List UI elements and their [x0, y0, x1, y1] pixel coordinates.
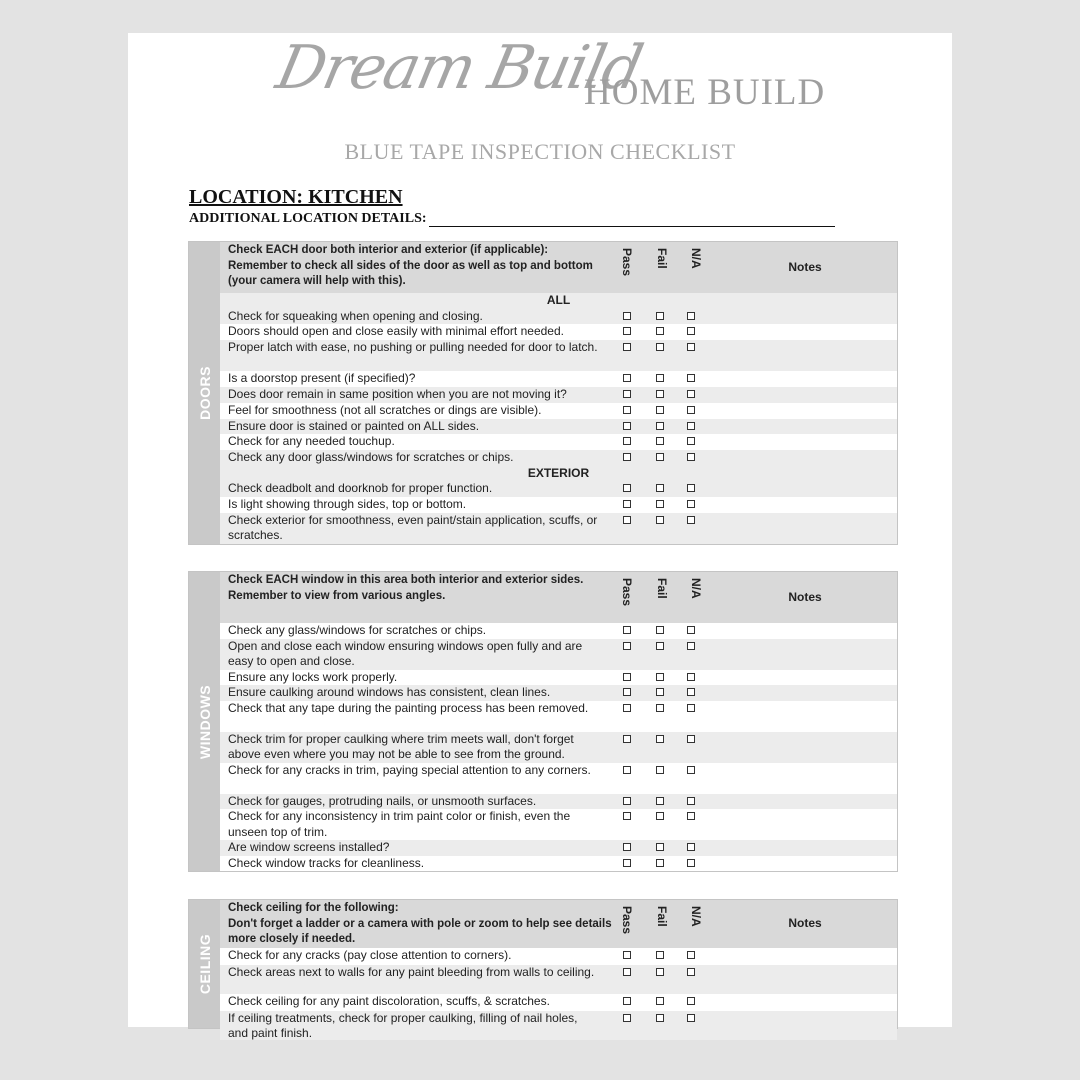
checklist-row: [220, 809, 897, 840]
na-checkbox[interactable]: [687, 500, 695, 508]
fail-checkbox[interactable]: [656, 843, 664, 851]
fail-checkbox[interactable]: [656, 797, 664, 805]
na-checkbox[interactable]: [687, 516, 695, 524]
checklist-row: [220, 324, 897, 340]
na-checkbox[interactable]: [687, 688, 695, 696]
section-sidebar: [189, 242, 220, 544]
checklist-item-text: Check window tracks for cleanliness.: [228, 855, 425, 870]
fail-checkbox[interactable]: [656, 704, 664, 712]
checklist-row: [220, 434, 897, 450]
fail-checkbox[interactable]: [656, 500, 664, 508]
pass-checkbox[interactable]: [623, 422, 631, 430]
checklist-item-text: Is light showing through sides, top or bottom.: [228, 496, 467, 511]
subsection-text: EXTERIOR: [527, 465, 590, 480]
checklist-row: [220, 639, 897, 670]
checklist-item-text: Check trim for proper caulking where trim meets wall, don't forget above even where you may not be able to see from the ground.: [228, 731, 574, 761]
checklist-row: [220, 685, 897, 701]
column-fail-label: Fail: [655, 248, 669, 269]
checklist-item-text: Are window screens installed?: [228, 840, 390, 854]
checklist-item-text: Doors should open and close easily with minimal effort needed.: [228, 324, 564, 339]
na-checkbox[interactable]: [687, 327, 695, 335]
checklist-row: [220, 340, 897, 371]
section-header: [220, 572, 897, 623]
checklist-row: [220, 670, 897, 686]
section-sidebar: [189, 900, 220, 1028]
na-checkbox[interactable]: [687, 422, 695, 430]
fail-checkbox[interactable]: [656, 374, 664, 382]
checklist-item-text: Ensure caulking around windows has consistent, clean lines.: [228, 685, 551, 699]
checklist-page: [128, 33, 952, 1040]
pass-checkbox[interactable]: [623, 843, 631, 851]
na-checkbox[interactable]: [687, 735, 695, 743]
na-checkbox[interactable]: [687, 673, 695, 681]
fail-checkbox[interactable]: [656, 673, 664, 681]
checklist-row: [220, 623, 897, 639]
fail-checkbox[interactable]: [656, 951, 664, 959]
pass-checkbox[interactable]: [623, 673, 631, 681]
pass-checkbox[interactable]: [623, 390, 631, 398]
checklist-item-text: Check any door glass/windows for scratches or chips.: [228, 449, 514, 464]
na-checkbox[interactable]: [687, 1014, 695, 1022]
fail-checkbox[interactable]: [656, 642, 664, 650]
pass-checkbox[interactable]: [623, 343, 631, 351]
pass-checkbox[interactable]: [623, 704, 631, 712]
checklist-row: [220, 965, 897, 995]
fail-checkbox[interactable]: [656, 997, 664, 1005]
section-header: [220, 242, 897, 293]
additional-details-label: ADDITIONAL LOCATION DETAILS:: [189, 211, 427, 226]
column-na-label: N/A: [689, 578, 703, 599]
page-header: [128, 33, 952, 183]
details-blank-line: [429, 213, 835, 227]
fail-checkbox[interactable]: [656, 437, 664, 445]
brand-logo: Dream Build: [270, 33, 648, 103]
checklist-item-text: Does door remain in same position when you are not moving it?: [228, 387, 567, 402]
checklist-row: [220, 948, 897, 965]
section-name: WINDOWS: [196, 684, 213, 759]
fail-checkbox[interactable]: [656, 859, 664, 867]
pass-checkbox[interactable]: [623, 1014, 631, 1022]
checklist-item-text: Ensure any locks work properly.: [228, 669, 398, 684]
checklist-item-text: Ensure door is stained or painted on ALL sides.: [228, 418, 480, 433]
na-checkbox[interactable]: [687, 484, 695, 492]
fail-checkbox[interactable]: [656, 516, 664, 524]
column-na-label: N/A: [689, 906, 703, 927]
section-instructions: Check EACH window in this area both interior and exterior sides. Remember to view from various angles.: [228, 574, 584, 602]
checklist-item-text: Check any glass/windows for scratches or chips.: [228, 623, 487, 637]
subsection-label: [220, 466, 897, 482]
checklist-row: [220, 701, 897, 732]
section-ceiling: [188, 899, 898, 1040]
pass-checkbox[interactable]: [623, 688, 631, 696]
additional-details-field: [189, 211, 835, 227]
checklist-row: [220, 763, 897, 794]
fail-checkbox[interactable]: [656, 766, 664, 774]
column-pass-label: Pass: [620, 248, 634, 277]
na-checkbox[interactable]: [687, 968, 695, 976]
checklist-row: [220, 309, 897, 325]
column-fail-label: Fail: [655, 906, 669, 927]
checklist-row: [220, 840, 897, 856]
pass-checkbox[interactable]: [623, 500, 631, 508]
section-instructions: Check EACH door both interior and exterior (if applicable): Remember to check all sides of the door as well as top and bottom (your camera will help with this).: [228, 244, 593, 287]
column-pass-label: Pass: [620, 906, 634, 935]
na-checkbox[interactable]: [687, 406, 695, 414]
checklist-row: [220, 403, 897, 419]
pass-checkbox[interactable]: [623, 859, 631, 867]
checklist-item-text: Check exterior for smoothness, even paint/stain application, scuffs, or scratches.: [228, 512, 598, 543]
document-subtitle: BLUE TAPE INSPECTION CHECKLIST: [344, 139, 736, 164]
na-checkbox[interactable]: [687, 453, 695, 461]
checklist-item-text: Check ceiling for any paint discoloration, scuffs, & scratches.: [228, 994, 550, 1008]
pass-checkbox[interactable]: [623, 374, 631, 382]
fail-checkbox[interactable]: [656, 812, 664, 820]
column-pass-label: Pass: [620, 578, 634, 607]
fail-checkbox[interactable]: [656, 422, 664, 430]
checklist-item-text: Check areas next to walls for any paint bleeding from walls to ceiling.: [228, 964, 595, 979]
checklist-item-text: Check for any needed touchup.: [228, 434, 395, 449]
fail-checkbox[interactable]: [656, 343, 664, 351]
fail-checkbox[interactable]: [656, 968, 664, 976]
na-checkbox[interactable]: [687, 797, 695, 805]
checklist-item-text: Feel for smoothness (not all scratches or dings are visible).: [228, 402, 542, 417]
pass-checkbox[interactable]: [623, 312, 631, 320]
checklist-item-text: Check for any inconsistency in trim paint color or finish, even the unseen top of trim.: [228, 809, 571, 839]
column-fail-label: Fail: [655, 578, 669, 599]
pass-checkbox[interactable]: [623, 735, 631, 743]
checklist-item-text: Is a doorstop present (if specified)?: [228, 371, 416, 386]
checklist-row: [220, 450, 897, 466]
pass-checkbox[interactable]: [623, 951, 631, 959]
fail-checkbox[interactable]: [656, 484, 664, 492]
checklist-row: [220, 419, 897, 435]
na-checkbox[interactable]: [687, 343, 695, 351]
checklist-item-text: If ceiling treatments, check for proper caulking, filling of nail holes, and paint finish.: [228, 1010, 578, 1040]
pass-checkbox[interactable]: [623, 484, 631, 492]
column-na-label: N/A: [689, 248, 703, 269]
column-notes-label: Notes: [788, 259, 822, 274]
fail-checkbox[interactable]: [656, 626, 664, 634]
checklist-item-text: Proper latch with ease, no pushing or pulling needed for door to latch.: [228, 340, 598, 355]
checklist-item-text: Check deadbolt and doorknob for proper function.: [228, 481, 493, 496]
section-sidebar: [189, 572, 220, 871]
subsection-text: ALL: [546, 293, 571, 307]
checklist-row: [220, 513, 897, 544]
section-windows: [188, 571, 898, 872]
checklist-item-text: Check for any cracks (pay close attention to corners).: [228, 948, 512, 962]
na-checkbox[interactable]: [687, 626, 695, 634]
na-checkbox[interactable]: [687, 997, 695, 1005]
na-checkbox[interactable]: [687, 812, 695, 820]
checklist-row: [220, 856, 897, 872]
na-checkbox[interactable]: [687, 766, 695, 774]
checklist-row: [220, 387, 897, 403]
section-doors: [188, 241, 898, 545]
checklist-row: [220, 1011, 897, 1041]
location-title: LOCATION: KITCHEN: [189, 186, 403, 208]
fail-checkbox[interactable]: [656, 453, 664, 461]
fail-checkbox[interactable]: [656, 1014, 664, 1022]
section-name: CEILING: [196, 933, 213, 995]
pass-checkbox[interactable]: [623, 437, 631, 445]
checklist-row: [220, 497, 897, 513]
subsection-label: [220, 293, 897, 309]
checklist-row: [220, 794, 897, 810]
checklist-row: [220, 732, 897, 763]
na-checkbox[interactable]: [687, 951, 695, 959]
checklist-item-text: Check for any cracks in trim, paying special attention to any corners.: [228, 762, 591, 777]
na-checkbox[interactable]: [687, 843, 695, 851]
na-checkbox[interactable]: [687, 374, 695, 382]
pass-checkbox[interactable]: [623, 766, 631, 774]
fail-checkbox[interactable]: [656, 327, 664, 335]
checklist-item-text: Check that any tape during the painting process has been removed.: [228, 700, 589, 715]
fail-checkbox[interactable]: [656, 312, 664, 320]
pass-checkbox[interactable]: [623, 968, 631, 976]
pass-checkbox[interactable]: [623, 642, 631, 650]
checklist-row: [220, 371, 897, 387]
checklist-row: [220, 481, 897, 497]
fail-checkbox[interactable]: [656, 406, 664, 414]
section-name: DOORS: [196, 366, 213, 421]
fail-checkbox[interactable]: [656, 390, 664, 398]
na-checkbox[interactable]: [687, 390, 695, 398]
na-checkbox[interactable]: [687, 437, 695, 445]
pass-checkbox[interactable]: [623, 797, 631, 805]
na-checkbox[interactable]: [687, 642, 695, 650]
na-checkbox[interactable]: [687, 312, 695, 320]
column-notes-label: Notes: [788, 589, 822, 604]
pass-checkbox[interactable]: [623, 327, 631, 335]
pass-checkbox[interactable]: [623, 812, 631, 820]
fail-checkbox[interactable]: [656, 688, 664, 696]
na-checkbox[interactable]: [687, 704, 695, 712]
checklist-item-text: Open and close each window ensuring windows open fully and are easy to open and close.: [228, 638, 583, 668]
section-instructions: Check ceiling for the following: Don't forget a ladder or a camera with pole or zoom to help see details more closely if needed.: [228, 902, 612, 945]
pass-checkbox[interactable]: [623, 516, 631, 524]
pass-checkbox[interactable]: [623, 406, 631, 414]
fail-checkbox[interactable]: [656, 735, 664, 743]
pass-checkbox[interactable]: [623, 997, 631, 1005]
brand-title: HOME BUILD: [584, 72, 826, 113]
checklist-item-text: Check for gauges, protruding nails, or unsmooth surfaces.: [228, 793, 537, 808]
pass-checkbox[interactable]: [623, 453, 631, 461]
checklist-item-text: Check for squeaking when opening and closing.: [228, 308, 483, 323]
pass-checkbox[interactable]: [623, 626, 631, 634]
section-header: [220, 900, 897, 948]
na-checkbox[interactable]: [687, 859, 695, 867]
checklist-row: [220, 994, 897, 1011]
column-notes-label: Notes: [788, 916, 822, 930]
